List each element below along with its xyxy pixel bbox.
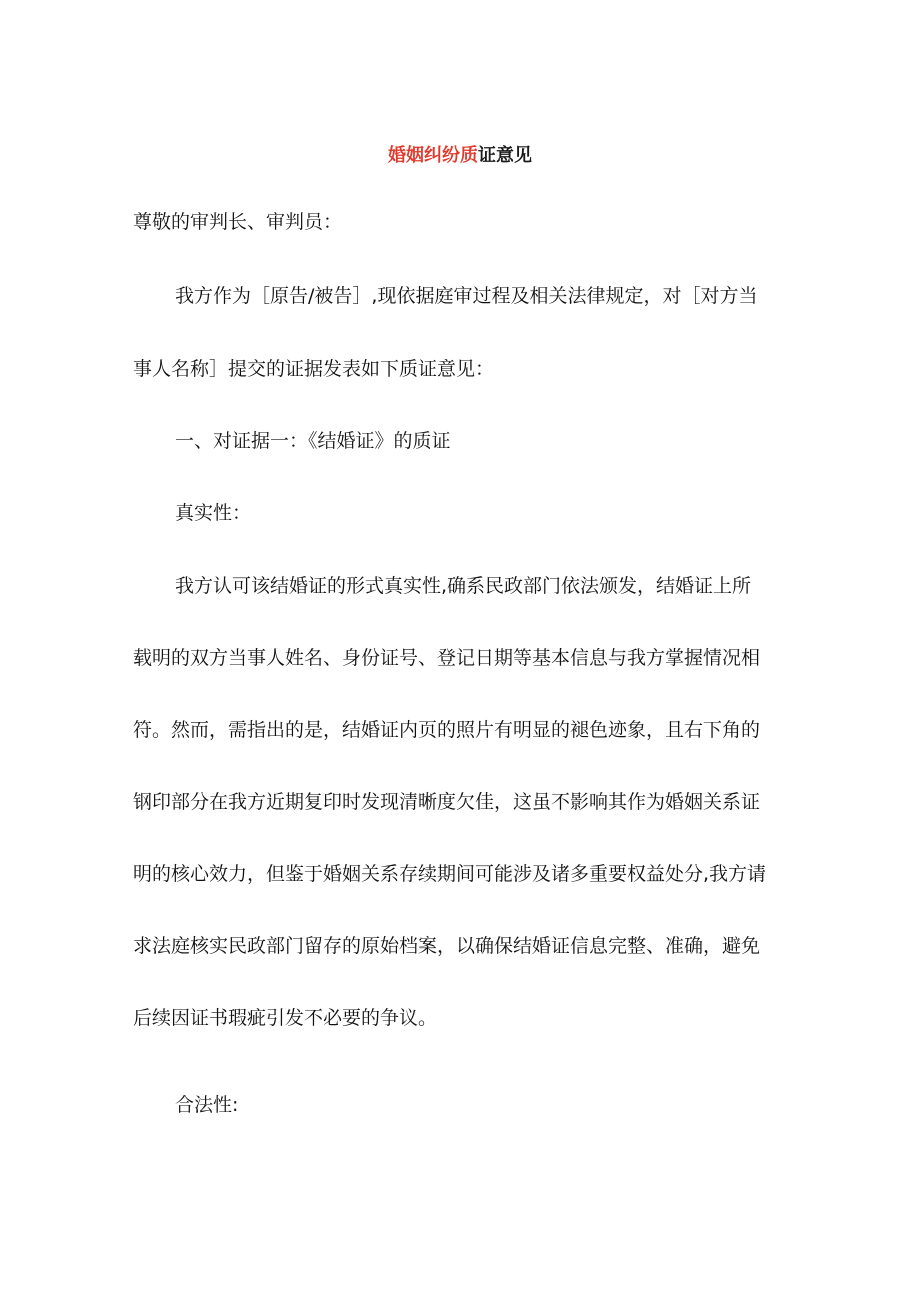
- salutation: 尊敬的审判长、审判员：: [133, 211, 343, 233]
- legality-label: 合法性:: [175, 1094, 239, 1116]
- title-dark-part: 证意见: [478, 145, 532, 166]
- body-line: 符。然而，需指出的是，结婚证内页的照片有明显的褪色迹象，且右下角的: [133, 719, 761, 741]
- intro-line-2: 事人名称］提交的证据发表如下质证意见：: [133, 358, 495, 380]
- body-line: 我方认可该结婚证的形式真实性,确系民政部门依法颁发，结婚证上所: [175, 575, 752, 597]
- body-line: 明的核心效力，但鉴于婚姻关系存续期间可能涉及诸多重要权益处分,我方请: [133, 863, 767, 885]
- intro-line-1: 我方作为［原告/被告］,现依据庭审过程及相关法律规定，对［对方当: [175, 285, 758, 307]
- section-heading: 一、对证据一：《结婚证》的质证: [175, 430, 451, 452]
- body-line: 载明的双方当事人姓名、身份证号、登记日期等基本信息与我方掌握情况相: [133, 647, 761, 669]
- body-line: 后续因证书瑕疵引发不必要的争议。: [133, 1007, 438, 1029]
- body-line: 求法庭核实民政部门留存的原始档案，以确保结婚证信息完整、准确，避免: [133, 935, 761, 957]
- document-title: [0, 142, 920, 170]
- authenticity-label: 真实性：: [175, 502, 252, 524]
- title-red-part: 婚姻纠纷质: [388, 145, 478, 166]
- body-line: 钢印部分在我方近期复印时发现清晰度欠佳，这虽不影响其作为婚姻关系证: [133, 791, 761, 813]
